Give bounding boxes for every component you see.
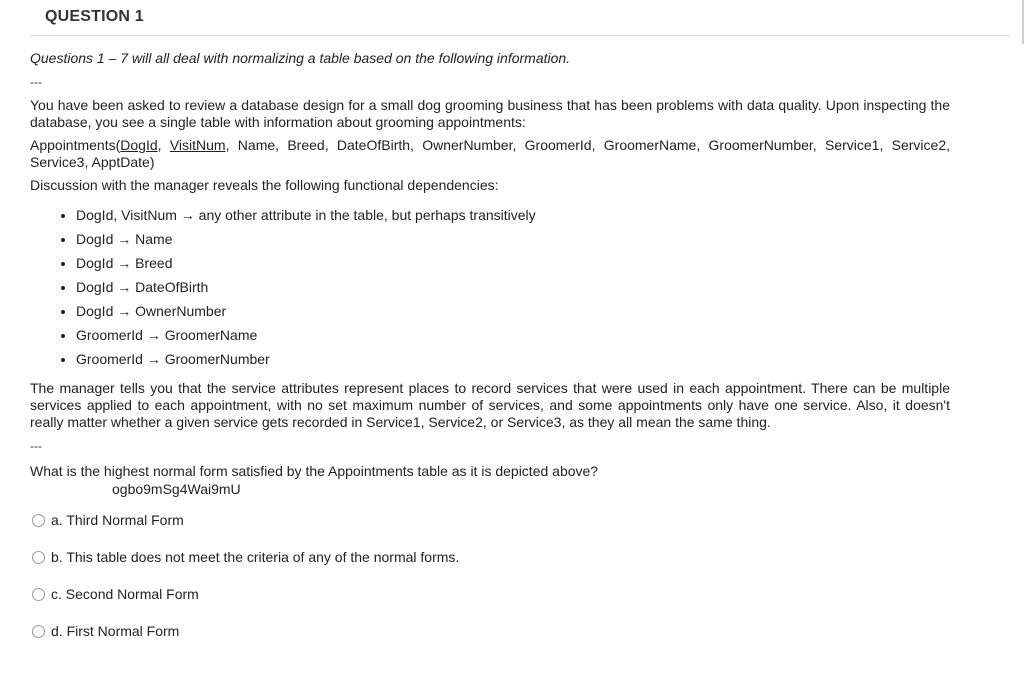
radio-a[interactable]: [32, 514, 45, 527]
schema-prefix: Appointments(: [30, 137, 121, 153]
list-item: • DogId, VisitNum → any other attribute in the table, but perhaps transitively: [76, 207, 950, 224]
dependency-list: [30, 207, 950, 368]
schema-key-dogid: DogId: [120, 137, 158, 153]
option-c[interactable]: [32, 585, 732, 603]
answer-options: [32, 511, 732, 659]
list-item: • DogId → OwnerNumber: [76, 303, 950, 320]
separator: ---: [30, 75, 42, 89]
context-paragraph-3: The manager tells you that the service attributes represent places to record services that were used in each appointment. There can be multiple services applied to each appointment, with no set maximum number of services, and some appointments only have one service. Also, it doesn't really matter whether a given service gets recorded in Service1, Service2, or Service3, as they all mean the same thing.: [30, 380, 950, 430]
question-text: What is the highest normal form satisfied by the Appointments table as it is depicted above?: [30, 463, 599, 479]
question-content: [30, 50, 950, 498]
context-paragraph-1: You have been asked to review a database design for a small dog grooming business that has been problems with data quality. Upon inspecting the database, you see a single table with information about grooming appointments:: [30, 97, 950, 130]
schema-key-visitnum: VisitNum: [169, 137, 226, 153]
option-b-label[interactable]: b. This table does not meet the criteria of any of the normal forms.: [51, 549, 460, 565]
radio-b[interactable]: [32, 551, 45, 564]
option-c-label[interactable]: c. Second Normal Form: [51, 586, 199, 602]
question-title: QUESTION 1: [45, 8, 144, 25]
option-a-label[interactable]: a. Third Normal Form: [51, 512, 184, 528]
option-d[interactable]: [32, 622, 732, 640]
radio-d[interactable]: [32, 625, 45, 638]
context-paragraph-2: Discussion with the manager reveals the following functional dependencies:: [30, 177, 499, 193]
separator: ---: [30, 439, 42, 453]
option-d-label[interactable]: d. First Normal Form: [51, 623, 180, 639]
list-item: • GroomerId → GroomerNumber: [76, 351, 950, 368]
list-item: • DogId → Breed: [76, 255, 950, 272]
option-b[interactable]: [32, 548, 732, 566]
schema-definition: [30, 137, 950, 171]
intro-text: Questions 1 – 7 will all deal with normalizing a table based on the following information.: [30, 50, 571, 66]
schema-rest: , Name, Breed, DateOfBirth, OwnerNumber, GroomerId, GroomerName, GroomerNumber, Service1, Service2, Service3, ApptDate): [30, 137, 951, 170]
list-item: • DogId → DateOfBirth: [76, 279, 950, 296]
list-item: • DogId → Name: [76, 231, 950, 248]
list-item: • GroomerId → GroomerName: [76, 327, 950, 344]
schema-comma: ,: [157, 137, 170, 153]
radio-c[interactable]: [32, 588, 45, 601]
question-token: ogbo9mSg4Wai9mU: [112, 481, 241, 497]
question-header: [30, 0, 1010, 36]
option-a[interactable]: [32, 511, 732, 529]
